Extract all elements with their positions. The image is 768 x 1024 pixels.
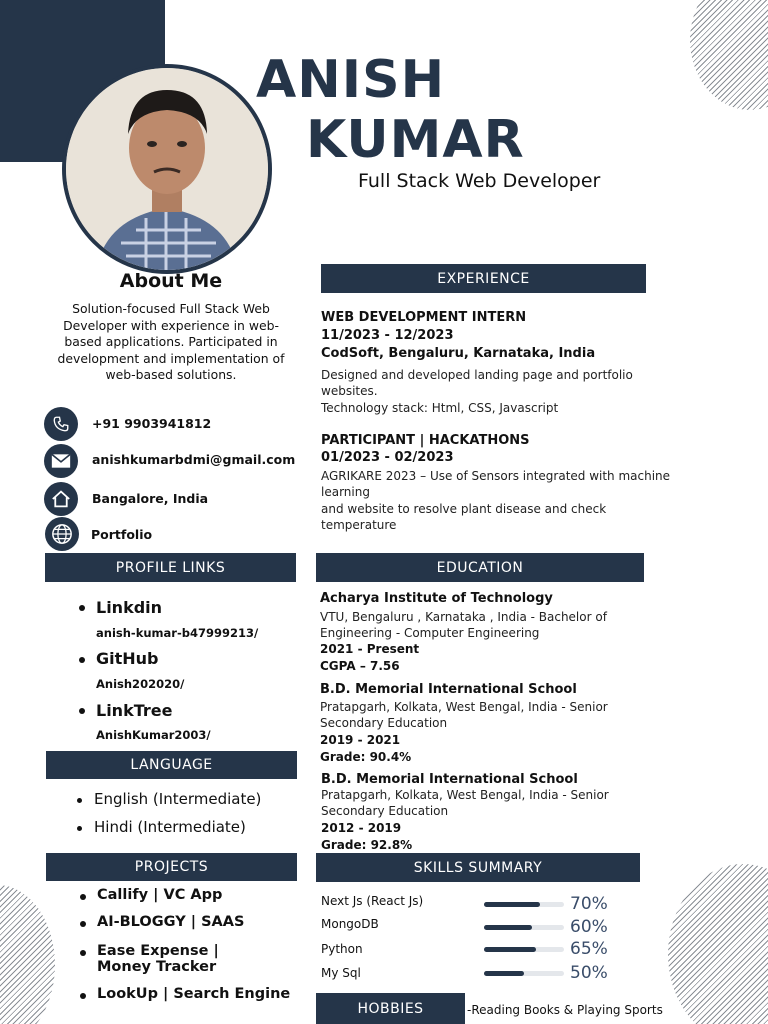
portfolio-link[interactable]: Portfolio	[91, 527, 153, 542]
projects-header: PROJECTS	[46, 853, 297, 881]
profile-link-handle[interactable]: anish-kumar-b47999213/	[96, 626, 259, 640]
education-grade: Grade: 90.4%	[320, 750, 412, 764]
education-detail: Secondary Education	[321, 804, 449, 818]
skill-bar-track	[484, 902, 564, 907]
education-years: 2019 - 2021	[320, 733, 401, 747]
about-text: Solution-focused Full Stack Web Developer with experience in web-based applications. Participated in development and implementation of web-based solutions.	[57, 301, 285, 382]
profile-link-github[interactable]: GitHub	[96, 649, 159, 668]
bullet	[77, 798, 82, 803]
profile-link-linktree[interactable]: LinkTree	[96, 701, 173, 720]
skill-bar-fill	[484, 902, 540, 907]
location: Bangalore, India	[92, 491, 209, 506]
profile-link-handle[interactable]: Anish202020/	[96, 677, 185, 691]
skill-name: MongoDB	[321, 917, 379, 931]
education-detail: Pratapgarh, Kolkata, West Bengal, India - Senior	[321, 788, 609, 802]
experience-desc: websites.	[321, 384, 378, 398]
skill-name: My Sql	[321, 966, 361, 980]
bullet	[80, 950, 86, 956]
project-item: AI-BLOGGY | SAAS	[97, 914, 245, 930]
last-name: KUMAR	[306, 110, 525, 170]
education-years: 2021 - Present	[320, 642, 420, 656]
education-years: 2012 - 2019	[321, 821, 402, 835]
hobbies-text: -Reading Books & Playing Sports	[467, 1003, 663, 1017]
skill-bar-fill	[484, 925, 532, 930]
education-header: EDUCATION	[316, 553, 644, 582]
experience-desc: learning	[321, 485, 370, 499]
bullet	[80, 993, 86, 999]
skill-bar-fill	[484, 971, 524, 976]
education-detail: Pratapgarh, Kolkata, West Bengal, India - Senior	[320, 700, 608, 714]
globe-icon	[45, 517, 79, 551]
education-school: Acharya Institute of Technology	[320, 591, 553, 606]
profile-link-handle[interactable]: AnishKumar2003/	[96, 728, 211, 742]
profile-links-header: PROFILE LINKS	[45, 553, 296, 582]
project-item-continued: Money Tracker	[97, 959, 217, 975]
skill-name: Next Js (React Js)	[321, 894, 424, 908]
profile-photo	[62, 64, 272, 274]
job-title: Full Stack Web Developer	[358, 170, 601, 192]
about-heading: About Me	[119, 270, 223, 292]
education-school: B.D. Memorial International School	[320, 682, 577, 697]
email-address[interactable]: anishkumarbdmi@gmail.com	[92, 452, 296, 467]
skill-bar-track	[484, 947, 564, 952]
bullet	[79, 657, 85, 663]
skills-header: SKILLS SUMMARY	[316, 853, 640, 882]
experience-desc: Designed and developed landing page and portfolio	[321, 368, 633, 382]
education-school: B.D. Memorial International School	[321, 772, 578, 787]
phone-icon	[44, 407, 78, 441]
bullet	[80, 894, 86, 900]
skill-percent: 70%	[570, 894, 608, 914]
skill-percent: 60%	[570, 917, 608, 937]
bullet	[77, 826, 82, 831]
skill-bar-track	[484, 925, 564, 930]
experience-desc: temperature	[321, 518, 397, 532]
skill-bar-fill	[484, 947, 536, 952]
experience-dates: 01/2023 - 02/2023	[321, 450, 454, 465]
experience-role: PARTICIPANT | HACKATHONS	[321, 433, 530, 448]
education-detail: VTU, Bengaluru , Karnataka , India - Bachelor of	[320, 610, 607, 624]
bullet	[79, 605, 85, 611]
decorative-circle-bottom-left	[0, 885, 55, 1024]
experience-header: EXPERIENCE	[321, 264, 646, 293]
project-item: LookUp | Search Engine	[97, 986, 291, 1002]
language-item: Hindi (Intermediate)	[94, 818, 246, 836]
bullet	[79, 708, 85, 714]
experience-role: WEB DEVELOPMENT INTERN	[321, 310, 527, 325]
profile-link-linkdin[interactable]: Linkdin	[96, 598, 163, 617]
skill-percent: 65%	[570, 939, 608, 959]
education-detail: Engineering - Computer Engineering	[320, 626, 540, 640]
mail-icon	[44, 444, 78, 478]
project-item: Ease Expense |	[97, 943, 219, 959]
language-item: English (Intermediate)	[94, 790, 262, 808]
experience-desc: Technology stack: Html, CSS, Javascript	[321, 401, 559, 415]
education-grade: Grade: 92.8%	[321, 838, 413, 852]
education-detail: Secondary Education	[320, 716, 448, 730]
education-grade: CGPA – 7.56	[320, 659, 400, 673]
experience-org: CodSoft, Bengaluru, Karnataka, India	[321, 346, 596, 361]
skill-name: Python	[321, 942, 363, 956]
home-icon	[44, 482, 78, 516]
experience-desc: and website to resolve plant disease and check	[321, 502, 607, 516]
project-item: Callify | VC App	[97, 887, 223, 903]
skill-percent: 50%	[570, 963, 608, 983]
decorative-circle-bottom-right	[668, 864, 768, 1024]
experience-desc: AGRIKARE 2023 – Use of Sensors integrated with machine	[321, 469, 671, 483]
experience-dates: 11/2023 - 12/2023	[321, 328, 454, 343]
language-header: LANGUAGE	[46, 751, 297, 779]
first-name: ANISH	[256, 50, 446, 110]
phone-number[interactable]: +91 9903941812	[92, 416, 212, 431]
skill-bar-track	[484, 971, 564, 976]
hobbies-header: HOBBIES	[316, 993, 465, 1024]
bullet	[80, 921, 86, 927]
decorative-circle-top-right	[690, 0, 768, 110]
